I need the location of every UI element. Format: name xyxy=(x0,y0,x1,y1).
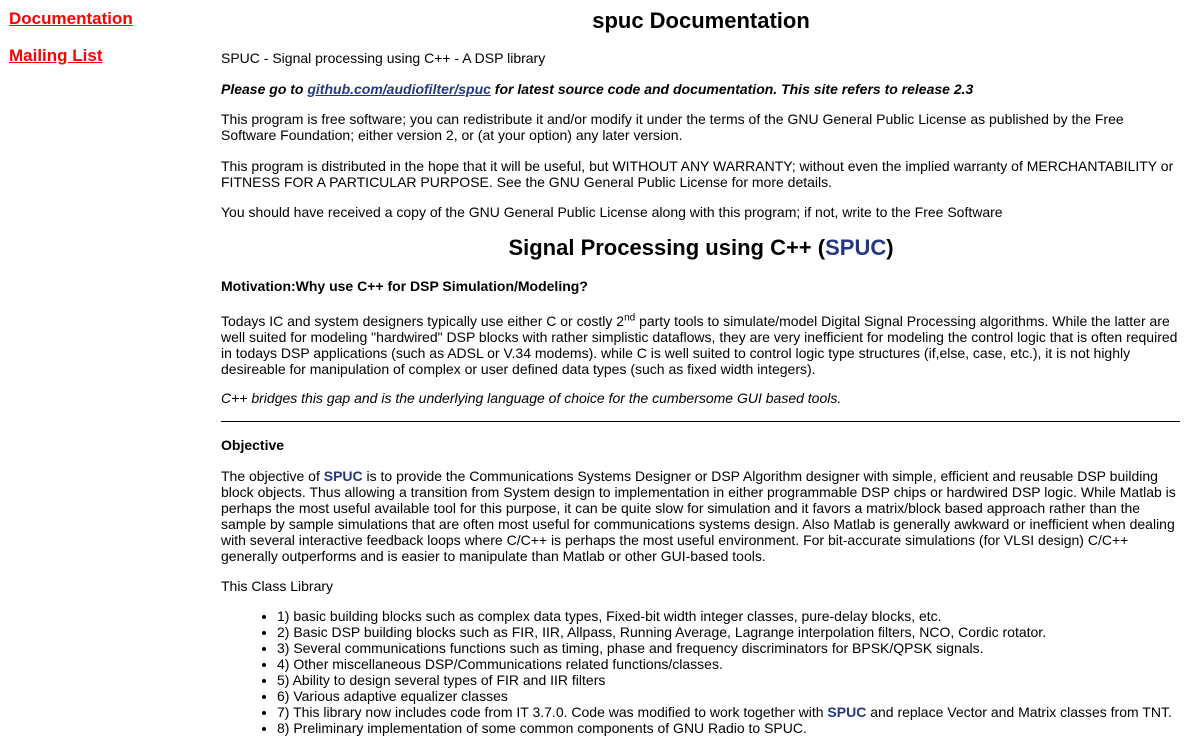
list-item: • 3) Several communications functions such as timing, phase and frequency discriminators for BPSK/QPSK signals. xyxy=(277,640,1200,656)
mailing-list-link[interactable]: Mailing List xyxy=(9,46,103,65)
page-title: spuc Documentation xyxy=(592,8,810,33)
motivation-sup: nd xyxy=(624,312,636,324)
class-library-label: This Class Library xyxy=(221,578,334,594)
heading-pre: Signal Processing using C++ ( xyxy=(508,235,826,260)
objective-paragraph xyxy=(221,468,1181,564)
motivation-title: Motivation:Why use C++ for DSP Simulation/Modeling? xyxy=(221,278,588,294)
intro-text: SPUC - Signal processing using C++ - A DSP library xyxy=(221,50,546,66)
release-notice xyxy=(221,81,1181,97)
list-item xyxy=(277,704,1200,720)
bridges-text: C++ bridges this gap and is the underlying language of choice for the cumbersome GUI based tools. xyxy=(221,390,842,406)
section-heading xyxy=(221,235,1181,261)
license-paragraph-3: You should have received a copy of the GNU General Public License along with this program; if not, write to the Free Software xyxy=(221,204,1003,220)
section-divider xyxy=(221,421,1180,422)
list-item: • 5) Ability to design several types of FIR and IIR filters xyxy=(277,672,1200,688)
license-paragraph-1: This program is free software; you can redistribute it and/or modify it under the terms of the GNU General Public License as published by the Free Software Foundation; either version 2, or (at your option) any later version. xyxy=(221,111,1124,143)
motivation-pre: Todays IC and system designers typically use either C or costly 2 xyxy=(221,313,625,329)
feature7-pre: 7) This library now includes code from IT 3.7.0. Code was modified to work together with xyxy=(277,704,828,720)
objective-title: Objective xyxy=(221,437,285,453)
feature7-spuc: SPUC xyxy=(827,704,867,720)
notice-pre: Please go to xyxy=(221,81,308,97)
heading-spuc: SPUC xyxy=(825,235,887,260)
documentation-link[interactable]: Documentation xyxy=(9,9,133,28)
list-item: • 6) Various adaptive equalizer classes xyxy=(277,688,1200,704)
objective-pre: The objective of xyxy=(221,468,324,484)
list-item: • 2) Basic DSP building blocks such as FIR, IIR, Allpass, Running Average, Lagrange interpolation filters, NCO, Cordic rotator. xyxy=(277,624,1200,640)
list-item: • 4) Other miscellaneous DSP/Communications related functions/classes. xyxy=(277,656,1200,672)
list-item: • 1) basic building blocks such as complex data types, Fixed-bit width integer classes, pure-delay blocks, etc. xyxy=(277,608,1200,624)
objective-post: is to provide the Communications Systems Designer or DSP Algorithm designer with simple, efficient and reusable DSP building block objects. Thus allowing a transition from System design to implementation in either programmable DSP chips or hardwired DSP logic. While Matlab is perhaps the most useful available tool for this purpose, it can be quite slow for simulation and it favors a matrix/block based approach rather than the sample by sample simulations that are often most useful for communications systems design. Also Matlab is generally awkward or inefficient when dealing with several interactive feedback loops where C/C++ is perhaps the most useful environment. For bit-accurate simulations (for VLSI design) C/C++ generally outperforms and is easier to manipulate than Matlab or other GUI-based tools. xyxy=(221,468,1176,564)
motivation-paragraph xyxy=(221,313,1181,377)
feature-list xyxy=(221,608,1200,736)
license-paragraph-2: This program is distributed in the hope that it will be useful, but WITHOUT ANY WARRANTY; without even the implied warranty of MERCHANTABILITY or FITNESS FOR A PARTICULAR PURPOSE. See the GNU General Public License for more details. xyxy=(221,158,1174,190)
notice-post: for latest source code and documentation. This site refers to release 2.3 xyxy=(490,81,974,97)
objective-spuc: SPUC xyxy=(323,468,363,484)
heading-post: ) xyxy=(886,235,894,260)
list-item: • 8) Preliminary implementation of some common components of GNU Radio to SPUC. xyxy=(277,720,1200,736)
motivation-post: party tools to simulate/model Digital Signal Processing algorithms. While the latter are well suited for modeling "hardwired" DSP blocks with rather simplistic dataflows, they are very inefficient for modeling the control logic that is often required in todays DSP applications (such as ADSL or V.34 modems). while C is well suited to control logic type structures (if,else, case, etc.), it is not highly desireable for manipulation of complex or user defined data types (such as fixed width integers). xyxy=(221,313,1178,377)
feature7-post: and replace Vector and Matrix classes from TNT. xyxy=(866,704,1172,720)
github-link[interactable]: github.com/audiofilter/spuc xyxy=(307,81,491,97)
